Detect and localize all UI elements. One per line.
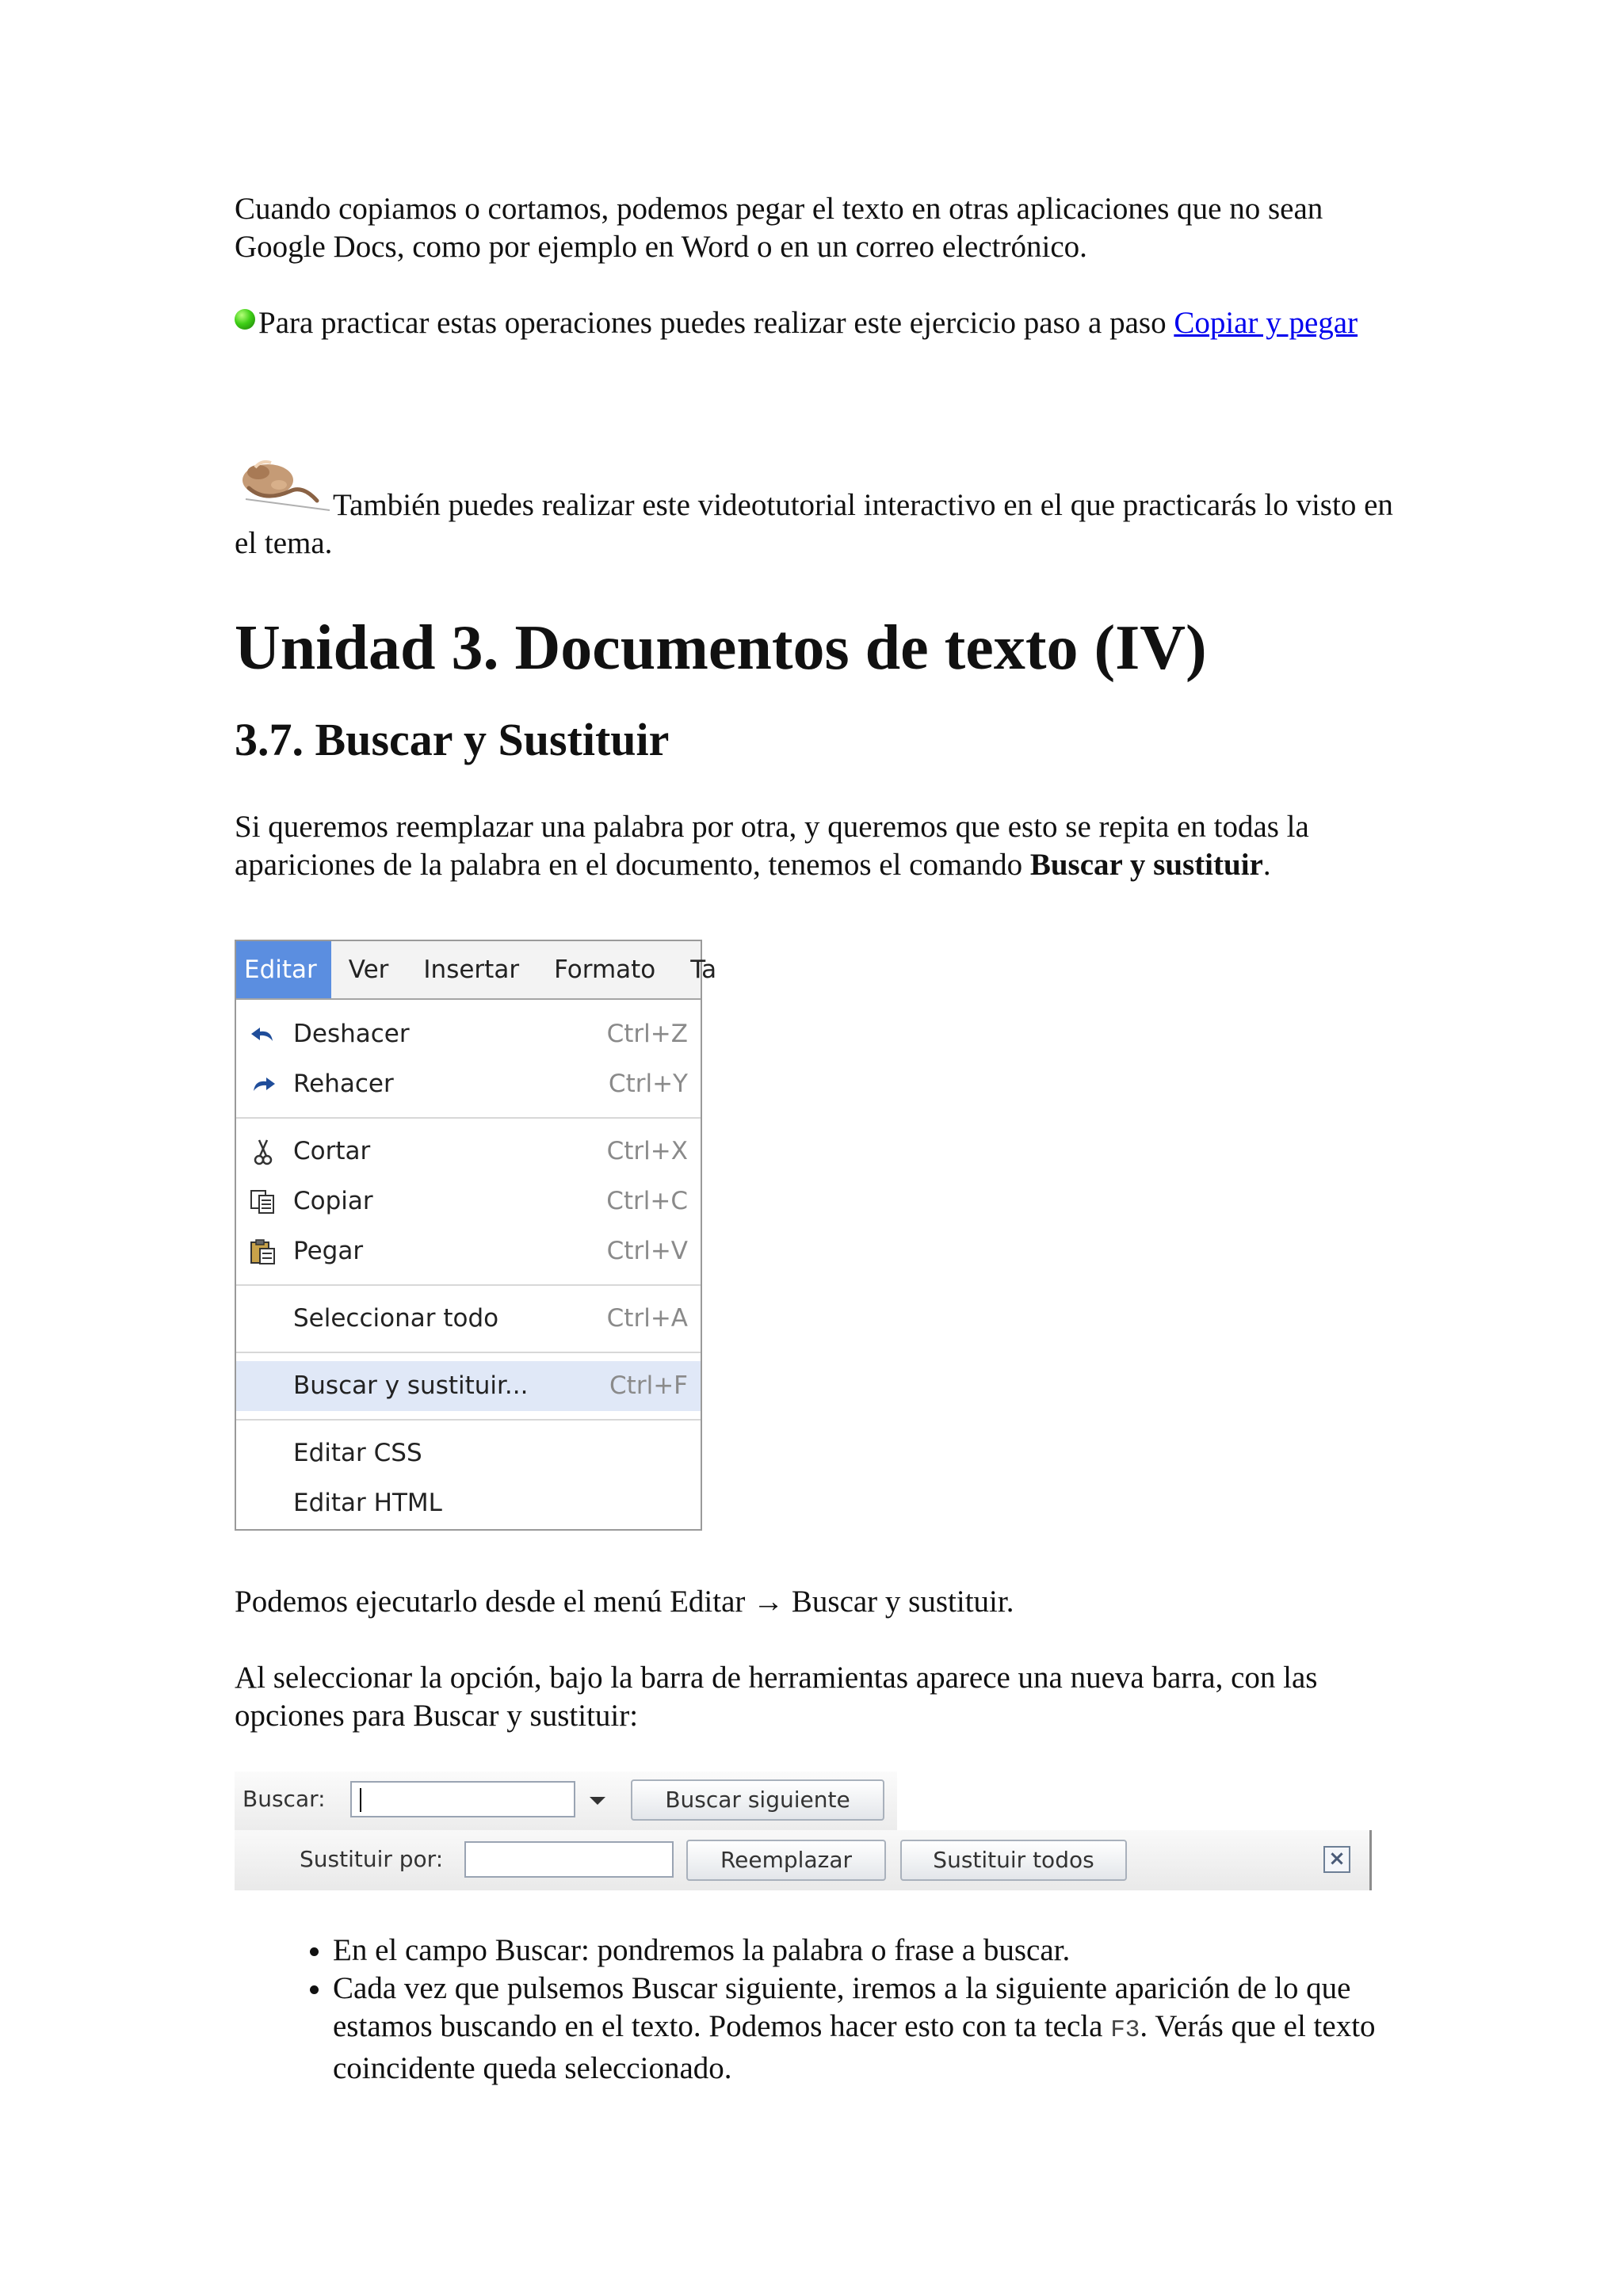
menu-item-label: Editar CSS xyxy=(293,1439,422,1467)
undo-icon xyxy=(247,1009,279,1059)
menu-item-label: Copiar xyxy=(293,1187,373,1215)
copy-paste-exercise-link[interactable]: Copiar y pegar xyxy=(1174,306,1358,340)
menu-item-label: Editar HTML xyxy=(293,1489,442,1517)
menubar-formato[interactable]: Formato xyxy=(554,955,656,984)
menubar xyxy=(236,941,717,1000)
section-intro-end: . xyxy=(1262,848,1271,882)
video-text: También puedes realizar este videotutorial interactivo en el que practicarás lo visto en el tema. xyxy=(235,488,1393,560)
copy-icon xyxy=(247,1177,279,1226)
menu-item-pegar[interactable] xyxy=(236,1226,701,1276)
menu-item-deshacer[interactable] xyxy=(236,1009,701,1059)
menu-item-label: Pegar xyxy=(293,1237,364,1265)
menu-item-buscar-sustituir[interactable] xyxy=(236,1361,701,1411)
bar-description-paragraph: Al seleccionar la opción, bajo la barra de herramientas aparece una nueva barra, con las opciones para Buscar y sustituir: xyxy=(235,1661,1318,1733)
menu-item-copiar[interactable] xyxy=(236,1177,701,1226)
hand-pointer-icon xyxy=(235,453,333,520)
menu-path-paragraph: Podemos ejecutarlo desde el menú Editar → Buscar y sustituir. xyxy=(235,1585,1014,1619)
replace-button[interactable]: Reemplazar xyxy=(686,1840,886,1881)
menu-item-rehacer[interactable] xyxy=(236,1059,701,1109)
intro-paragraph: Cuando copiamos o cortamos, podemos pegar el texto en otras aplicaciones que no sean Google Docs, como por ejemplo en Word o en un correo electrónico. xyxy=(235,192,1323,264)
menu-item-label: Rehacer xyxy=(293,1070,394,1098)
replace-all-button[interactable]: Sustituir todos xyxy=(900,1840,1127,1881)
paste-icon xyxy=(247,1226,279,1276)
search-label: Buscar: xyxy=(242,1786,326,1812)
exercise-text: Para practicar estas operaciones puedes realizar este ejercicio paso a paso xyxy=(258,306,1174,340)
document-page xyxy=(235,190,1407,2088)
green-bullet-icon xyxy=(235,309,255,330)
section-intro-bold: Buscar y sustituir xyxy=(1029,848,1263,882)
video-paragraph xyxy=(235,453,1407,563)
menubar-insertar[interactable]: Insertar xyxy=(423,955,520,984)
list-item xyxy=(333,1970,1407,2088)
replace-input[interactable] xyxy=(464,1841,674,1878)
scissors-icon xyxy=(247,1127,279,1177)
close-icon[interactable]: × xyxy=(1323,1846,1350,1873)
menu-item-label: Deshacer xyxy=(293,1020,410,1048)
search-history-dropdown-icon[interactable] xyxy=(590,1797,605,1805)
menu-item-label: Seleccionar todo xyxy=(293,1304,499,1333)
search-input[interactable] xyxy=(350,1781,575,1817)
menu-item-shortcut: Ctrl+X xyxy=(606,1137,688,1165)
bullet-list xyxy=(235,1932,1407,2088)
menu-divider xyxy=(236,1419,701,1421)
menu-item-shortcut: Ctrl+Y xyxy=(608,1070,688,1098)
section-intro xyxy=(235,808,1407,884)
menu-item-label: Cortar xyxy=(293,1137,371,1165)
menu-item-shortcut: Ctrl+C xyxy=(606,1187,688,1215)
replace-row xyxy=(235,1830,1372,1890)
key-f3: F3 xyxy=(1110,2016,1140,2044)
text-cursor xyxy=(360,1788,361,1812)
find-replace-bar xyxy=(235,1772,1376,1890)
menu-item-label: Buscar y sustituir... xyxy=(293,1371,529,1400)
redo-icon xyxy=(247,1059,279,1109)
find-row xyxy=(235,1772,897,1830)
menu-item-seleccionar-todo[interactable] xyxy=(236,1294,701,1344)
unit-title: Unidad 3. Documentos de texto (IV) xyxy=(235,613,1207,683)
menu-item-shortcut: Ctrl+Z xyxy=(606,1020,688,1048)
section-title: 3.7. Buscar y Sustituir xyxy=(235,714,670,765)
menu-divider xyxy=(236,1284,701,1286)
menu-item-shortcut: Ctrl+A xyxy=(606,1304,688,1333)
replace-label: Sustituir por: xyxy=(300,1846,444,1872)
list-item-text-end: . Verás que el texto coincidente queda seleccionado. xyxy=(333,2009,1376,2085)
menu-item-cortar[interactable] xyxy=(236,1127,701,1177)
menu-item-shortcut: Ctrl+F xyxy=(609,1371,688,1400)
section-intro-text: Si queremos reemplazar una palabra por otra, y queremos que esto se repita en todas la apariciones de la palabra en el documento, tenemos el comando xyxy=(235,810,1309,882)
menu-item-shortcut: Ctrl+V xyxy=(606,1237,688,1265)
menu-item-editar-css[interactable] xyxy=(236,1428,701,1478)
menubar-editar[interactable]: Editar xyxy=(236,941,331,998)
menubar-ver[interactable]: Ver xyxy=(348,955,389,984)
menu-divider xyxy=(236,1117,701,1119)
menubar-tabla[interactable]: Ta xyxy=(690,955,717,984)
exercise-paragraph xyxy=(235,304,1407,342)
list-item: • En el campo Buscar: pondremos la palabra o frase a buscar. xyxy=(333,1932,1407,1970)
menu-divider xyxy=(236,1352,701,1353)
find-next-button[interactable]: Buscar siguiente xyxy=(631,1779,884,1821)
menu-item-editar-html[interactable] xyxy=(236,1478,701,1528)
list-item-text: Cada vez que pulsemos Buscar siguiente, iremos a la siguiente aparición de lo que estamos buscando en el texto. Podemos hacer esto con ta tecla xyxy=(333,1971,1351,2043)
edit-menu-screenshot xyxy=(235,940,717,1531)
